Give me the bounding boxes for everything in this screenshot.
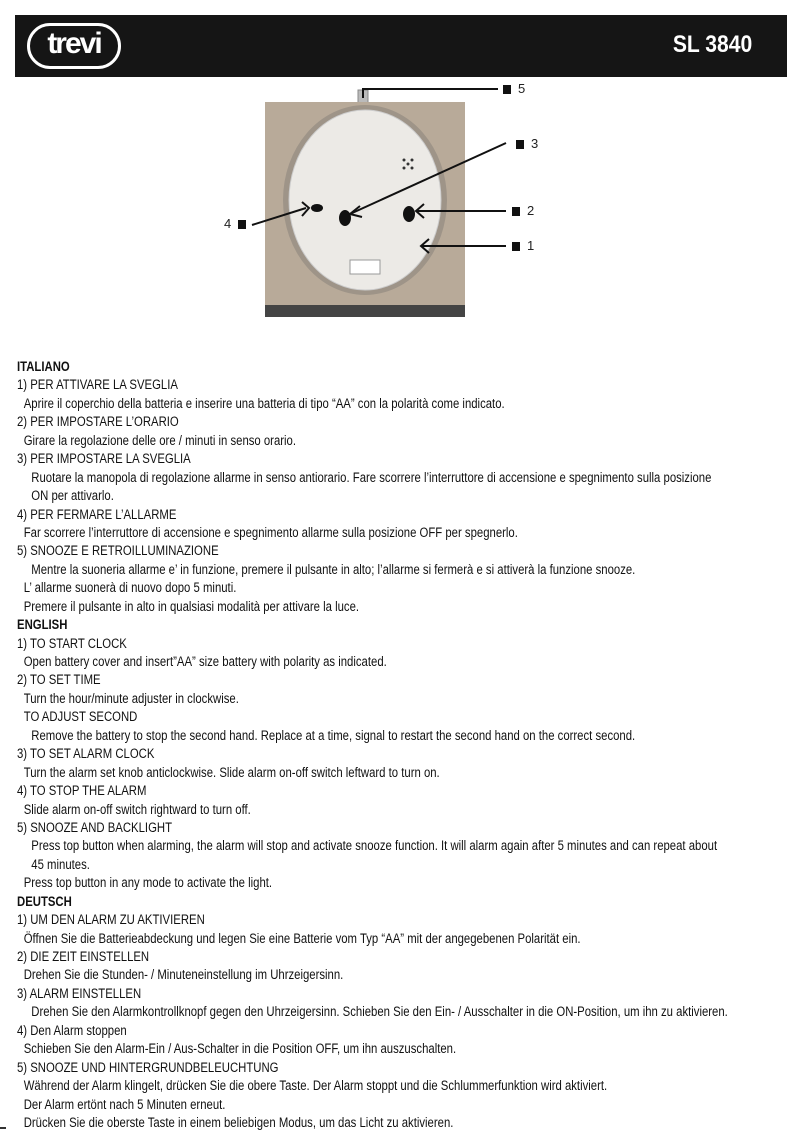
callout-2: 2: [527, 203, 535, 218]
instruction-text: Slide alarm on-off switch rightward to turn off.: [23, 801, 251, 817]
instruction-text: Der Alarm ertönt nach 5 Minuten erneut.: [23, 1096, 226, 1112]
instruction-text: Press top button in any mode to activate the light.: [23, 875, 273, 891]
page-header: [15, 15, 787, 77]
instruction-heading: 2) DIE ZEIT EINSTELLEN: [17, 949, 150, 964]
instruction-text: Öffnen Sie die Batterieabdeckung und legen Sie eine Batterie vom Typ “AA” mit der angegebenen Polarität ein.: [23, 930, 581, 946]
callout-3: 3: [531, 136, 539, 151]
instruction-text: Ruotare la manopola di regolazione allarme in senso antiorario. Fare scorrere l’interruttore di accensione e spegnimento sulla posizione: [31, 469, 712, 485]
instruction-text: Remove the battery to stop the second hand. Replace at a time, signal to restart the second hand on the correct second.: [31, 727, 636, 743]
instruction-heading: 5) SNOOZE E RETROILLUMINAZIONE: [17, 543, 219, 559]
instruction-text: TO ADJUST SECOND: [23, 709, 138, 725]
instruction-text: Schieben Sie den Alarm-Ein / Aus-Schalter in die Position OFF, um ihn auszuschalten.: [23, 1041, 457, 1057]
instruction-heading: 5) SNOOZE UND HINTERGRUNDBELEUCHTUNG: [17, 1059, 279, 1075]
instruction-text: ON per attivarlo.: [31, 488, 114, 504]
callout-1: 1: [527, 238, 535, 253]
instruction-text: 45 minutes.: [31, 856, 90, 872]
instruction-heading: 3) PER IMPOSTARE LA SVEGLIA: [17, 451, 191, 467]
instruction-text: Turn the hour/minute adjuster in clockwise.: [23, 690, 239, 706]
instruction-text: Far scorrere l’interruttore di accensione e spegnimento allarme sulla posizione OFF per spegnerlo.: [23, 524, 518, 540]
instruction-text: Aprire il coperchio della batteria e inserire una batteria di tipo “AA” con la polarità come indicato.: [23, 395, 505, 411]
clock-illustration: [210, 80, 570, 340]
instruction-heading: 1) TO START CLOCK: [17, 635, 127, 651]
callout-5: 5: [518, 81, 526, 96]
instruction-heading: 4) PER FERMARE L’ALLARME: [17, 506, 177, 522]
trevi-logo: trevi: [27, 23, 121, 69]
instruction-heading: 1) UM DEN ALARM ZU AKTIVIEREN: [17, 912, 205, 928]
instruction-heading: 3) ALARM EINSTELLEN: [17, 985, 142, 1001]
instruction-heading: 2) PER IMPOSTARE L’ORARIO: [17, 414, 179, 430]
section-heading: ENGLISH: [17, 617, 68, 633]
callout-4: 4: [224, 216, 232, 231]
instruction-text: Drehen Sie die Stunden- / Minuteneinstellung im Uhrzeigersinn.: [23, 967, 344, 983]
instruction-text: Mentre la suoneria allarme e’ in funzione, premere il pulsante in alto; l’allarme si fermerà e si attiverà la funzione snooze.: [31, 561, 636, 577]
instruction-heading: 3) TO SET ALARM CLOCK: [17, 746, 155, 762]
instruction-heading: 5) SNOOZE AND BACKLIGHT: [17, 819, 173, 835]
instruction-text: L’ allarme suonerà di nuovo dopo 5 minuti.: [23, 580, 237, 596]
instruction-heading: 2) TO SET TIME: [17, 672, 101, 688]
instruction-text: Girare la regolazione delle ore / minuti in senso orario.: [23, 432, 297, 448]
instruction-text: Press top button when alarming, the alarm will stop and activate snooze function. It will alarm again after 5 minutes and can repeat about: [31, 838, 718, 854]
page-edge-mark: [0, 1127, 6, 1129]
instruction-heading: 1) PER ATTIVARE LA SVEGLIA: [17, 377, 178, 393]
instruction-text: Premere il pulsante in alto in qualsiasi modalità per attivare la luce.: [23, 598, 360, 614]
clock-back-diagram: [210, 80, 570, 340]
model-number: SL 3840: [672, 31, 752, 58]
instruction-text: Drehen Sie den Alarmkontrollknopf gegen den Uhrzeigersinn. Schieben Sie den Ein- / Ausschalter in die ON-Position, um ihn zu aktivieren.: [31, 1004, 728, 1020]
instruction-heading: 4) TO STOP THE ALARM: [17, 783, 147, 799]
section-heading: ITALIANO: [17, 359, 70, 374]
instruction-text: Drücken Sie die oberste Taste in einem beliebigen Modus, um das Licht zu aktivieren.: [23, 1114, 454, 1130]
instruction-text: Open battery cover and insert”AA” size battery with polarity as indicated.: [23, 654, 387, 669]
instruction-heading: 4) Den Alarm stoppen: [17, 1022, 127, 1038]
instructions-body: [17, 358, 802, 1132]
instruction-text: Turn the alarm set knob anticlockwise. Slide alarm on-off switch leftward to turn on.: [23, 764, 440, 780]
instruction-text: Während der Alarm klingelt, drücken Sie die obere Taste. Der Alarm stoppt und die Schlummerfunktion wird aktiviert.: [23, 1078, 608, 1094]
section-heading: DEUTSCH: [17, 893, 72, 909]
